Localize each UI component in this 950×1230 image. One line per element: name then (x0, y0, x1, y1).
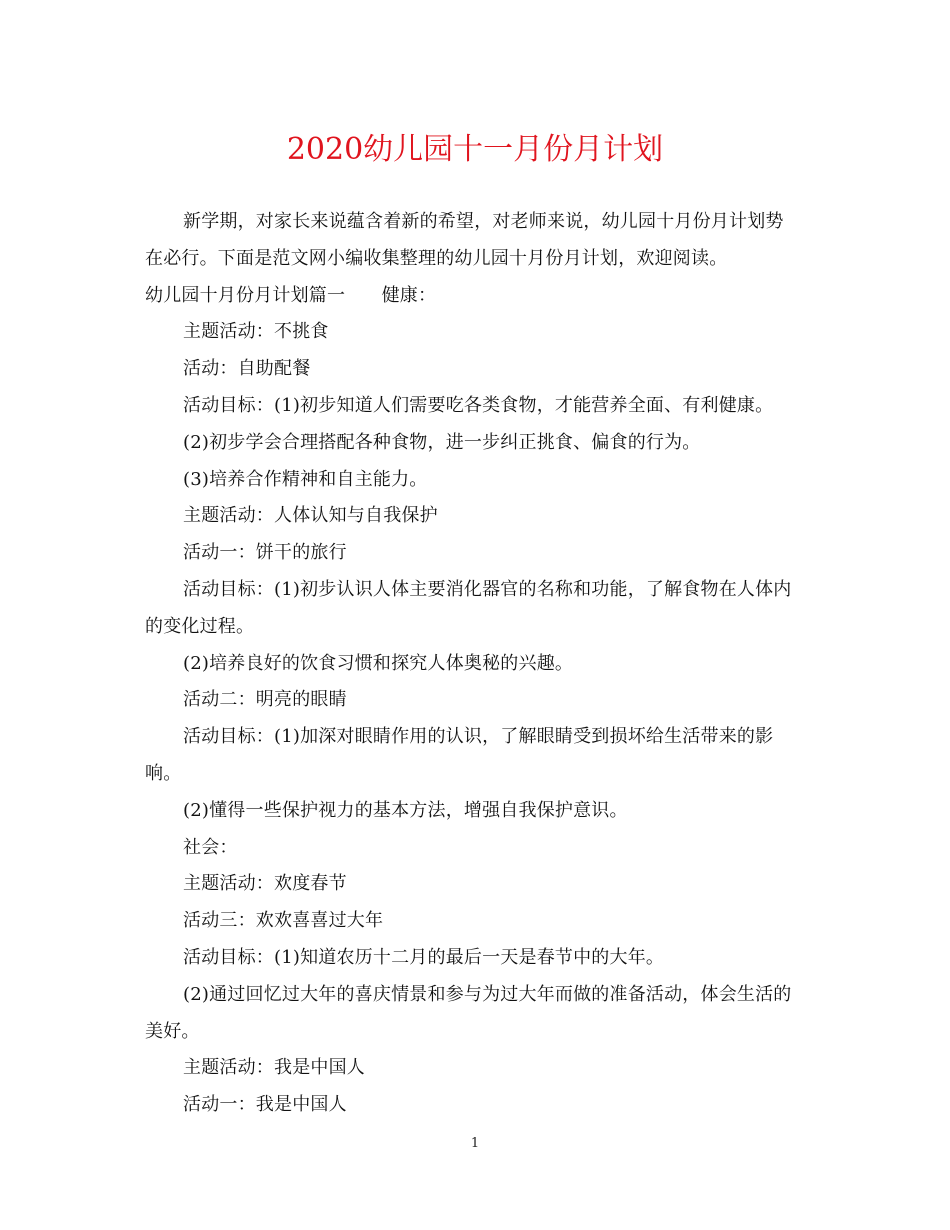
paragraph-line: 在必行。下面是范文网小编收集整理的幼儿园十月份月计划，欢迎阅读。 (145, 247, 728, 269)
document-body (145, 204, 810, 1124)
paragraph-line: 活动目标：(1)初步知道人们需要吃各类食物，才能营养全面、有利健康。 (183, 394, 774, 416)
paragraph-line: 活动一：饼干的旅行 (183, 542, 347, 564)
paragraph-line: 活动一：我是中国人 (183, 1094, 347, 1116)
paragraph-line: (2)培养良好的饮食习惯和探究人体奥秘的兴趣。 (183, 652, 574, 674)
paragraph-line: 活动三：欢欢喜喜过大年 (183, 910, 384, 932)
paragraph-line: 活动二：明亮的眼睛 (183, 689, 347, 711)
paragraph-line: 活动：自助配餐 (183, 358, 311, 380)
paragraph-line: (2)通过回忆过大年的喜庆情景和参与为过大年而做的准备活动，体会生活的 (183, 983, 792, 1005)
paragraph-line: 活动目标：(1)知道农历十二月的最后一天是春节中的大年。 (183, 946, 665, 968)
paragraph-line: 主题活动：欢度春节 (183, 873, 347, 895)
paragraph-line: 社会： (183, 836, 238, 858)
paragraph-line: 幼儿园十月份月计划篇一 健康： (145, 284, 437, 306)
document-title: 2020幼儿园十一月份月计划 (286, 132, 664, 167)
paragraph-line: (2)懂得一些保护视力的基本方法，增强自我保护意识。 (183, 799, 628, 821)
paragraph-line: 美好。 (145, 1020, 200, 1042)
paragraph-line: 活动目标：(1)加深对眼睛作用的认识，了解眼睛受到损坏给生活带来的影 (183, 726, 774, 748)
paragraph-line: 活动目标：(1)初步认识人体主要消化器官的名称和功能，了解食物在人体内 (183, 578, 792, 600)
page-number: 1 (470, 1136, 480, 1151)
paragraph-line: (2)初步学会合理搭配各种食物，进一步纠正挑食、偏食的行为。 (183, 431, 701, 453)
paragraph-line: 新学期，对家长来说蕴含着新的希望，对老师来说，幼儿园十月份月计划势 (183, 211, 784, 232)
paragraph-line: (3)培养合作精神和自主能力。 (183, 468, 428, 490)
paragraph-line: 主题活动：我是中国人 (183, 1057, 365, 1079)
paragraph-line: 响。 (145, 762, 182, 784)
paragraph-line: 主题活动：不挑食 (183, 321, 329, 343)
paragraph-line: 主题活动：人体认知与自我保护 (183, 505, 438, 527)
paragraph-line: 的变化过程。 (145, 615, 255, 637)
